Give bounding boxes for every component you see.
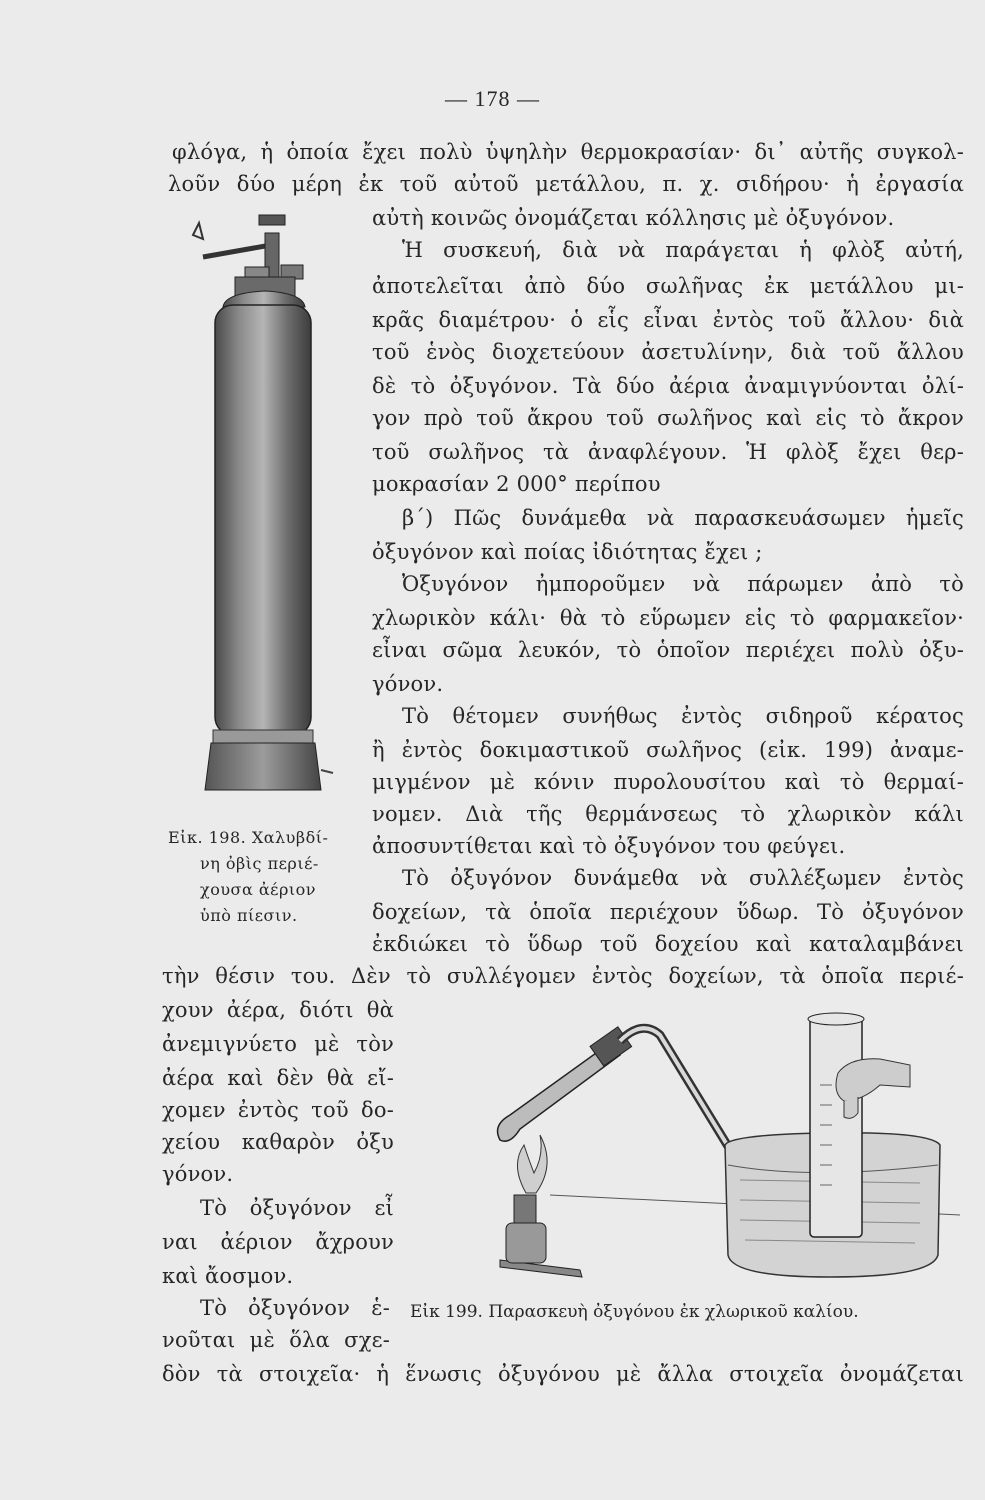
- text-line: γόνον.: [162, 1162, 234, 1186]
- text-line: ἀποτελεῖται ἀπὸ δύο σωλῆνας ἐκ μετάλλου μι-: [372, 274, 964, 298]
- text-line: Ἡ συσκευή, διὰ νὰ παράγεται ἡ φλὸξ αὐτή,: [402, 238, 964, 262]
- text-line: δὸν τὰ στοιχεῖα· ἡ ἕνωσις ὀξυγόνου μὲ ἄλλα στοιχεῖα ὀνομάζεται: [162, 1362, 964, 1386]
- text-line: φλόγα, ἡ ὁποία ἔχει πολὺ ὑψηλὴν θερμοκρασίαν· δι᾽ αὐτῆς συγκολ-: [172, 140, 964, 164]
- figure-198-caption-line: χουσα ἀέριον: [200, 880, 316, 899]
- text-line: ὀξυγόνον καὶ ποίας ἰδιότητας ἔχει ;: [372, 540, 763, 564]
- text-line: νοῦται μὲ ὅλα σχε-: [162, 1328, 390, 1352]
- figure-198-caption-line: Εἰκ. 198. Χαλυβδί-: [168, 828, 329, 847]
- text-line: δὲ τὸ ὀξυγόνον. Τὰ δύο ἀέρια ἀναμιγνύονται ὀλί-: [372, 374, 964, 398]
- text-line: νομεν. Διὰ τῆς θερμάνσεως τὸ χλωρικὸν κάλι: [372, 802, 964, 826]
- text-line: Τὸ ὀξυγόνον εἶ: [200, 1196, 394, 1220]
- gas-cylinder-figure: [175, 205, 345, 795]
- text-line: εἶναι σῶμα λευκόν, τὸ ὁποῖον περιέχει πολὺ ὀξυ-: [372, 638, 964, 662]
- text-line: γον πρὸ τοῦ ἄκρου τοῦ σωλῆνος καὶ εἰς τὸ ἄκρον: [372, 406, 964, 430]
- text-line: χείου καθαρὸν ὀξυ: [162, 1130, 394, 1154]
- text-line: ἀνεμιγνύετο μὲ τὸν: [162, 1032, 394, 1056]
- text-line: Τὸ ὀξυγόνον ἑ-: [200, 1296, 390, 1320]
- figure-198-caption-line: ὑπὸ πίεσιν.: [200, 906, 298, 925]
- text-line: Τὸ θέτομεν συνήθως ἐντὸς σιδηροῦ κέρατος: [402, 704, 964, 728]
- text-line: γόνον.: [372, 672, 444, 696]
- text-line: β΄) Πῶς δυνάμεθα νὰ παρασκευάσωμεν ἡμεῖς: [402, 506, 964, 530]
- text-line: δοχείων, τὰ ὁποῖα περιέχουν ὕδωρ. Τὸ ὀξυγόνον: [372, 900, 964, 924]
- text-line: ἐκδιώκει τὸ ὕδωρ τοῦ δοχείου καὶ καταλαμβάνει: [372, 932, 964, 956]
- text-line: μοκρασίαν 2 000° περίπου: [372, 472, 661, 496]
- text-line: ἀποσυντίθεται καὶ τὸ ὀξυγόνον του φεύγει.: [372, 834, 846, 858]
- text-line: χλωρικὸν κάλι· θὰ τὸ εὕρωμεν εἰς τὸ φαρμακεῖον·: [372, 606, 964, 630]
- figure-198-caption-line: νη ὀβὶς περιέ-: [200, 854, 319, 873]
- text-line: ἢ ἐντὸς δοκιμαστικοῦ σωλῆνος (εἰκ. 199) ἀναμε-: [372, 738, 964, 762]
- text-line: χουν ἀέρα, διότι θὰ: [162, 998, 394, 1022]
- page-number: — 178 —: [445, 86, 540, 111]
- text-line: ναι ἀέριον ἄχρουν: [162, 1230, 394, 1254]
- text-line: καὶ ἄοσμον.: [162, 1264, 294, 1288]
- text-line: μιγμένον μὲ κόνιν πυρολουσίτου καὶ τὸ θερμαί-: [372, 770, 964, 794]
- oxygen-apparatus-figure: [470, 1005, 970, 1295]
- text-line: αὐτὴ κοινῶς ὀνομάζεται κόλλησις μὲ ὀξυγόνον.: [372, 206, 895, 230]
- text-line: Τὸ ὀξυγόνον δυνάμεθα νὰ συλλέξωμεν ἐντὸς: [402, 866, 964, 890]
- text-line: κρᾶς διαμέτρου· ὁ εἷς εἶναι ἐντὸς τοῦ ἄλλου· διὰ: [372, 308, 964, 332]
- text-line: ἀέρα καὶ δὲν θὰ εἴ-: [162, 1066, 394, 1090]
- text-line: Ὀξυγόνον ἠμποροῦμεν νὰ πάρωμεν ἀπὸ τὸ: [402, 572, 964, 596]
- text-line: τοῦ ἑνὸς διοχετεύουν ἀσετυλίνην, διὰ τοῦ ἄλλου: [372, 340, 964, 364]
- text-line: τοῦ σωλῆνος τὰ ἀναφλέγουν. Ἡ φλὸξ ἔχει θερ-: [372, 440, 964, 464]
- text-line: λοῦν δύο μέρη ἐκ τοῦ αὐτοῦ μετάλλου, π. χ. σιδήρου· ἡ ἐργασία: [168, 172, 964, 196]
- text-line: χομεν ἐντὸς τοῦ δο-: [162, 1098, 394, 1122]
- figure-199-caption: Εἰκ 199. Παρασκευὴ ὀξυγόνου ἐκ χλωρικοῦ καλίου.: [410, 1302, 859, 1322]
- text-line: τὴν θέσιν του. Δὲν τὸ συλλέγομεν ἐντὸς δοχείων, τὰ ὁποῖα περιέ-: [162, 964, 964, 988]
